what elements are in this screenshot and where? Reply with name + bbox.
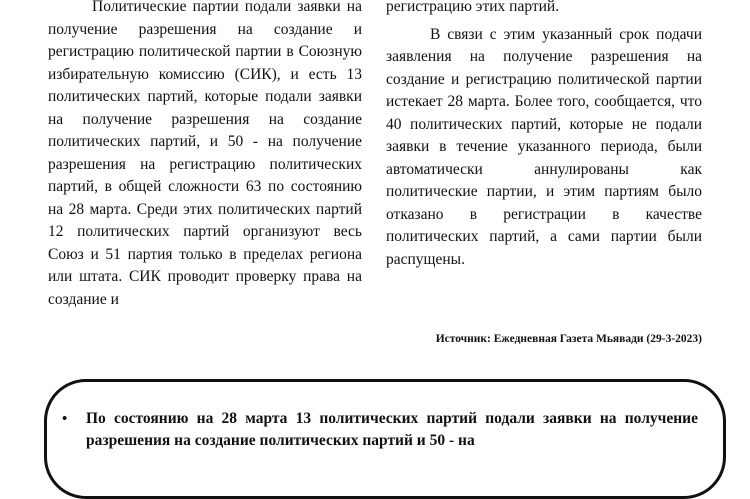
summary-bullet-item: [60, 408, 698, 452]
article-paragraph-1-continuation: регистрацию этих партий.: [386, 0, 560, 15]
summary-list: [60, 408, 698, 452]
article-left-column: [48, 0, 362, 311]
article-paragraph-2: В связи с этим указанный срок подачи заявления на получение разрешения на создание и регистрацию политической партии истекает 28 марта. Более того, сообщается, что 40 политических партий, которые не подали заявки в течение указанного периода, были автоматически аннулированы как политические партии, и этим партиям было отказано в регистрации в качестве политических партий, а сами партии были распущены.: [386, 25, 702, 268]
bullet-icon: •: [62, 411, 68, 427]
article-right-column: [386, 0, 702, 271]
article-paragraph-1: Политические партии подали заявки на получение разрешения на создание и регистрацию политической партии в Союзную избирательную комиссию (СИК), и есть 13 политических партий, которые подали заявки на получение разрешения на создание политических партий, и 50 - на получение разрешения на регистрацию политических партий, в общей сложности 63 по состоянию на 28 марта. Среди этих политических партий 12 политических партий организуют весь Союз и 51 партия только в пределах региона или штата. СИК проводит проверку права на создание и: [48, 0, 362, 308]
article-source: Источник: Ежедневная Газета Мьявади (29-3-2023): [435, 333, 702, 345]
summary-bullet-text: По состоянию на 28 марта 13 политических партий подали заявки на получение разрешения на создание политических партий и 50 - на: [86, 410, 698, 449]
